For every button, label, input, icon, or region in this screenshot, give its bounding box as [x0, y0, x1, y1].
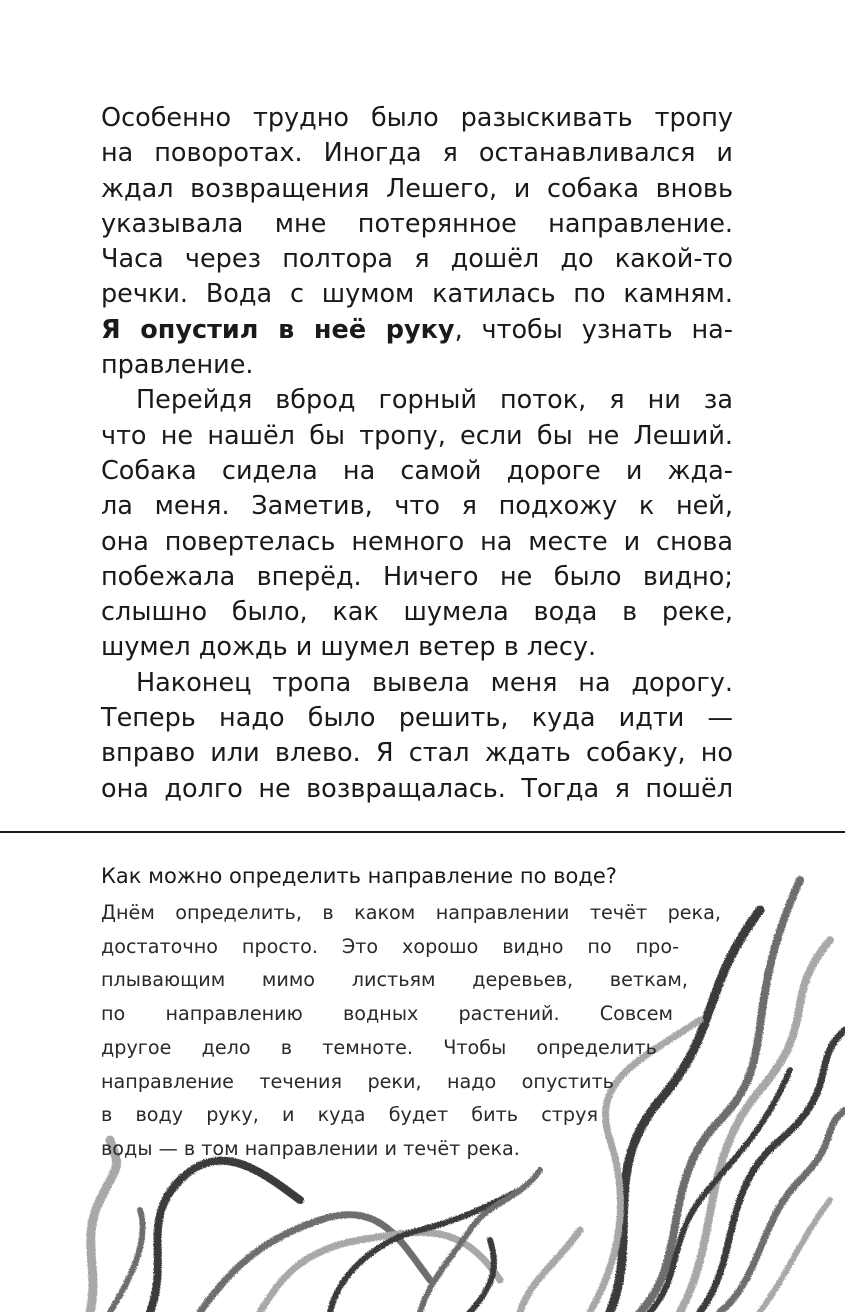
text-line-with-bold [101, 313, 733, 348]
info-line: Днём определить, в каком направлении течёт река, [101, 901, 721, 924]
section-divider [0, 831, 845, 833]
weed-stem [200, 1215, 430, 1312]
text-line: Теперь надо было решить, куда идти — [101, 703, 733, 734]
info-line: в воду руку, и куда будет бить струя [101, 1103, 598, 1127]
text-line: Особенно трудно было разыскивать тропу [101, 103, 733, 133]
weed-stem [110, 1210, 143, 1312]
text-line: ждал возвращения Лешего, и собака вновь [101, 173, 733, 204]
text-line: Часа через полтора я дошёл до какой-то [101, 244, 733, 275]
text-line: что не нашёл бы тропу, если бы не Леший. [101, 420, 733, 451]
info-line: направление течения реки, надо опустить [101, 1069, 614, 1093]
weed-stem [520, 1230, 580, 1312]
text-line: вправо или влево. Я стал ждать собаку, но [101, 738, 733, 769]
weed-stem [90, 1140, 117, 1312]
bold-phrase: Я опустил в неё руку [101, 314, 455, 345]
info-line: плывающим мимо листьям деревьев, веткам, [101, 968, 688, 992]
text-line: слышно было, как шумела вода в реке, [101, 597, 733, 628]
info-box-body [101, 896, 721, 1166]
weed-stem [420, 1170, 540, 1312]
paragraph-1 [101, 101, 733, 383]
info-box-title: Как можно определить направление по воде? [101, 864, 617, 888]
paragraph-3 [101, 666, 733, 807]
info-line: воды — в том направлении и течёт река. [101, 1136, 520, 1160]
text-line: шумел дождь и шумел ветер в лесу. [101, 632, 597, 663]
story-text [101, 101, 733, 807]
info-box [101, 862, 721, 1166]
text-line: ла меня. Заметив, что я подхожу к ней, [101, 491, 733, 522]
text-line: она долго не возвращалась. Тогда я пошёл [101, 773, 733, 804]
info-line: другое дело в темноте. Чтобы определить [101, 1035, 657, 1059]
info-line: по направлению водных растений. Совсем [101, 1002, 673, 1026]
text-line: Наконец тропа вывела меня на дорогу. [136, 667, 733, 698]
text-line: указывала мне потерянное направление. [101, 208, 733, 239]
info-line: достаточно просто. Это хорошо видно по про- [101, 934, 679, 958]
text-line: речки. Вода с шумом катилась по камням. [101, 279, 733, 310]
paragraph-2 [101, 383, 733, 665]
text-line: на поворотах. Иногда я останавливался и [101, 138, 733, 169]
text-line: Перейдя вброд горный поток, я ни за [136, 385, 733, 416]
text-fragment: , чтобы узнать на- [454, 314, 733, 345]
text-line: побежала вперёд. Ничего не было видно; [101, 561, 733, 592]
text-line: она повертелась немного на месте и снова [101, 526, 733, 557]
text-line: правление. [101, 350, 254, 381]
text-line: Собака сидела на самой дороге и жда- [101, 455, 733, 486]
